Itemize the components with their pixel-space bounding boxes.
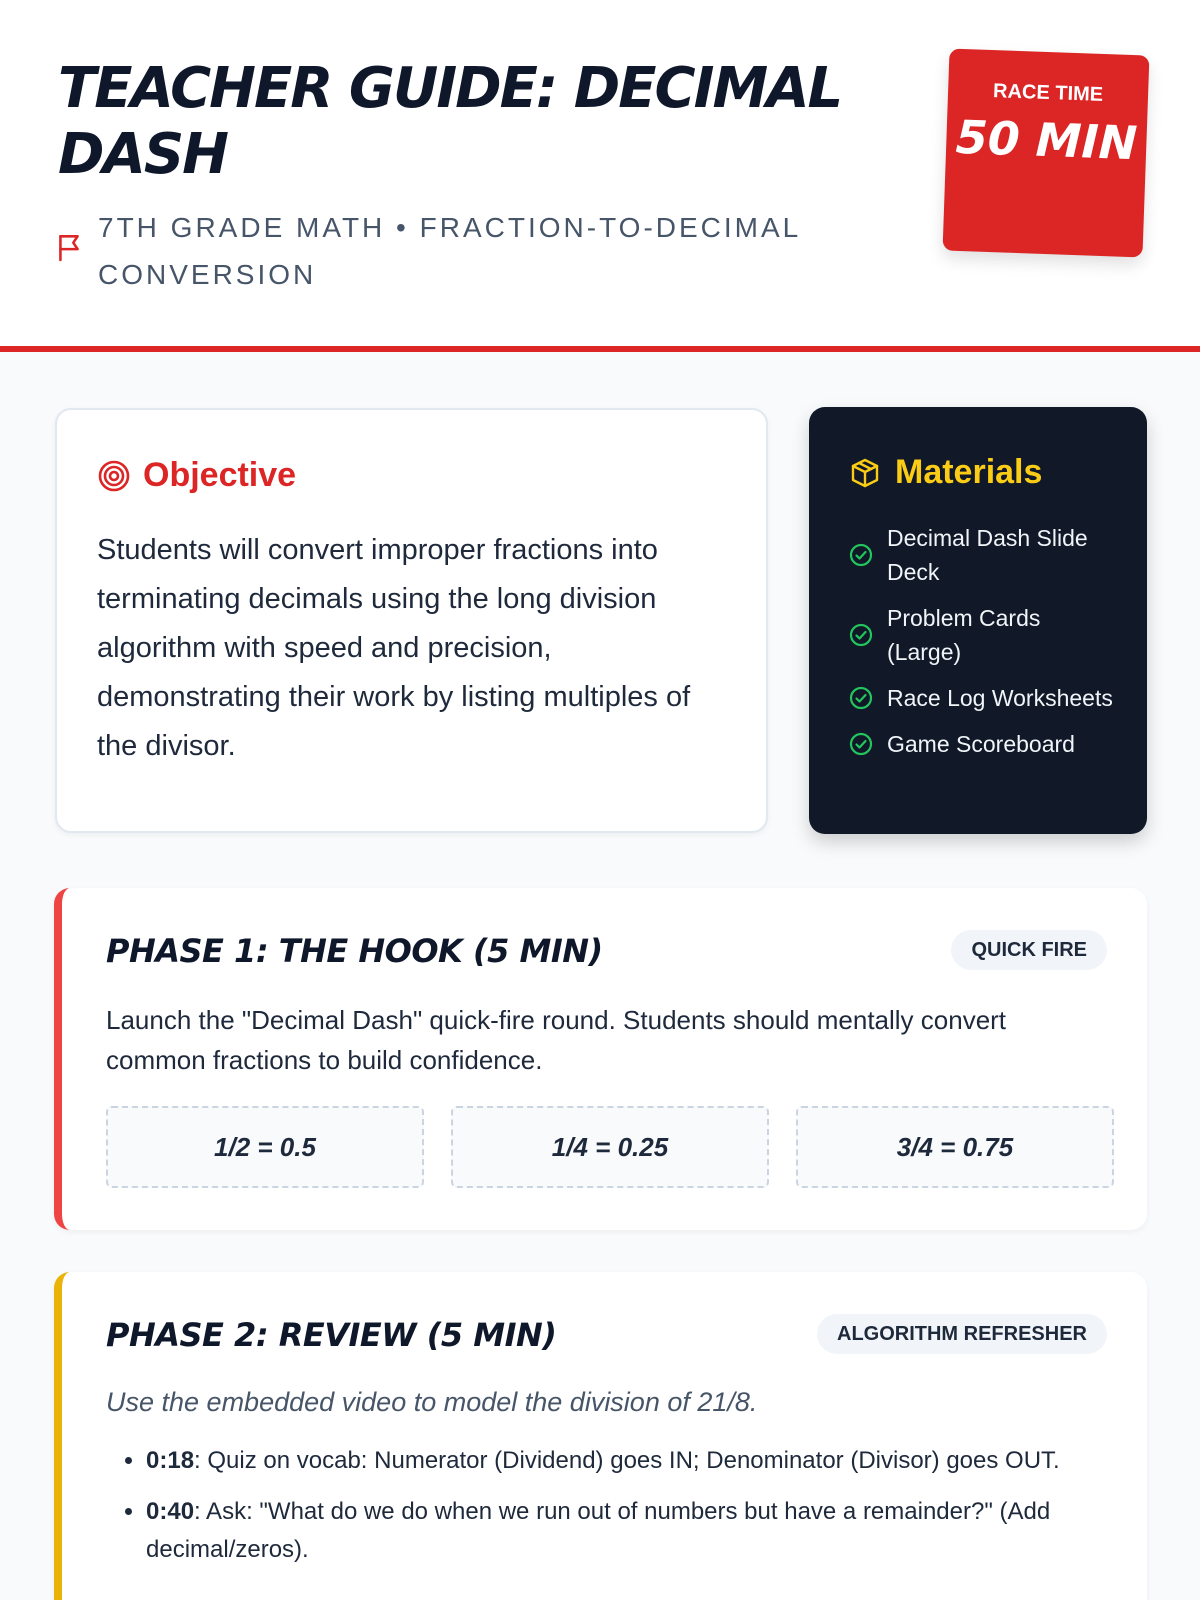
check-circle-icon — [849, 623, 873, 647]
materials-item — [849, 727, 1119, 761]
subtitle-row — [56, 204, 858, 298]
race-time-label: RACE TIME — [992, 80, 1104, 106]
check-circle-icon — [849, 732, 873, 756]
race-time-badge — [943, 49, 1150, 258]
materials-header — [849, 453, 1042, 492]
list-item — [146, 1493, 1086, 1569]
header — [0, 0, 1200, 352]
materials-item-label: Race Log Worksheets — [887, 685, 1113, 711]
timestamp: 0:18 — [146, 1447, 195, 1474]
example-box: 1/2 = 0.5 — [106, 1106, 424, 1188]
phase-1-tag: QUICK FIRE — [951, 930, 1107, 970]
step-text: : Ask: "What do we do when we run out of numbers but have a remainder?" (Add decimal/zeros). — [146, 1498, 1051, 1563]
phase-2-card — [54, 1272, 1147, 1600]
subtitle: 7TH GRADE MATH • FRACTION-TO-DECIMAL CONVERSION — [98, 212, 801, 290]
example-list — [106, 1106, 1114, 1188]
check-circle-icon — [849, 686, 873, 710]
materials-item-label: Decimal Dash Slide Deck — [887, 525, 1088, 585]
race-time-value: 50 MIN — [954, 109, 1139, 171]
example-box: 1/4 = 0.25 — [451, 1106, 769, 1188]
phase-2-description: Use the embedded video to model the division of 21/8. — [106, 1387, 758, 1417]
materials-item-label: Game Scoreboard — [887, 731, 1075, 757]
objective-card — [55, 408, 768, 833]
materials-item — [849, 521, 1119, 589]
phase-1-card — [54, 888, 1147, 1230]
phase-2-tag: ALGORITHM REFRESHER — [817, 1314, 1107, 1354]
materials-list — [849, 521, 1119, 773]
list-item — [146, 1442, 1086, 1480]
check-circle-icon — [849, 543, 873, 567]
target-icon — [97, 459, 131, 493]
phase-1-title: PHASE 1: THE HOOK (5 MIN) — [106, 932, 603, 970]
phase-2-title: PHASE 2: REVIEW (5 MIN) — [106, 1316, 557, 1354]
objective-text: Students will convert improper fractions into terminating decimals using the long division algorithm with speed and precision, demonstrating their work by listing multiples of the divisor. — [97, 534, 691, 762]
materials-title: Materials — [895, 453, 1043, 491]
materials-item — [849, 601, 1119, 669]
page-title: TEACHER GUIDE: DECIMAL DASH — [58, 56, 842, 187]
step-text: : Quiz on vocab: Numerator (Dividend) goes IN; Denominator (Divisor) goes OUT. — [194, 1447, 1060, 1474]
flag-icon — [56, 232, 82, 262]
package-icon — [849, 457, 881, 489]
materials-item — [849, 681, 1119, 715]
materials-item-label: Problem Cards (Large) — [887, 605, 1041, 665]
phase-2-steps — [146, 1442, 1086, 1582]
materials-card — [809, 407, 1147, 834]
phase-1-description: Launch the "Decimal Dash" quick-fire round. Students should mentally convert common fractions to build confidence. — [106, 1005, 1007, 1075]
objective-header — [97, 456, 296, 495]
timestamp: 0:40 — [146, 1498, 195, 1525]
objective-title: Objective — [143, 456, 297, 494]
example-box: 3/4 = 0.75 — [796, 1106, 1114, 1188]
